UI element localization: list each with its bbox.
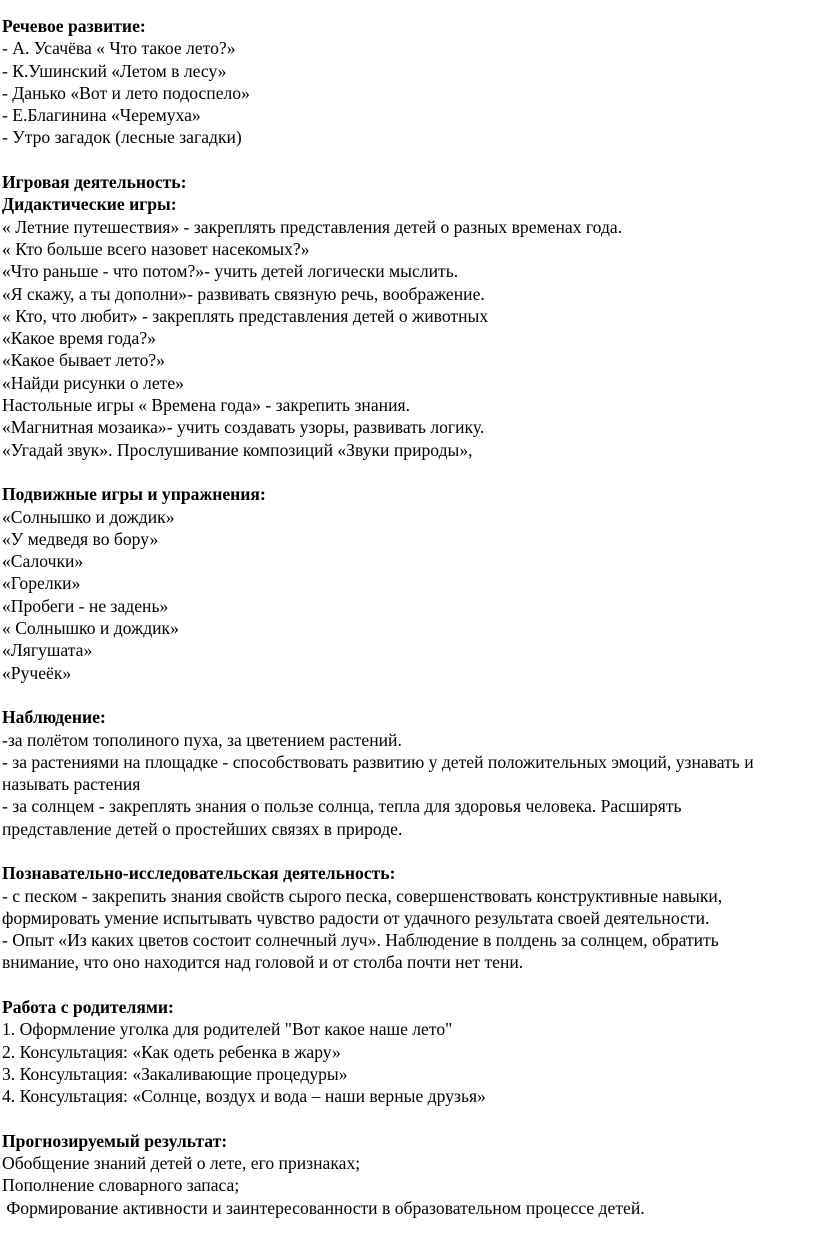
section-parents-work: [2, 996, 812, 1107]
list-item: 4. Консультация: «Солнце, воздух и вода – наши верные друзья»: [2, 1086, 486, 1107]
section-research-activity: [2, 862, 812, 973]
list-item: «Салочки»: [2, 551, 84, 572]
list-item: - А. Усачёва « Что такое лето?»: [2, 38, 236, 59]
list-item: называть растения: [2, 774, 141, 795]
list-item: «Солнышко и дождик»: [2, 506, 175, 527]
list-item: «У медведя во бору»: [2, 528, 159, 549]
list-item: 3. Консультация: «Закаливающие процедуры»: [2, 1063, 348, 1084]
list-item: «Пробеги - не задень»: [2, 595, 169, 616]
list-item: Обобщение знаний детей о лете, его признаках;: [2, 1153, 361, 1174]
list-item: «Какое бывает лето?»: [2, 350, 165, 371]
list-item: - Опыт «Из каких цветов состоит солнечный луч». Наблюдение в полдень за солнцем, обратить: [2, 930, 719, 951]
list-item: «Что раньше - что потом?»- учить детей логически мыслить.: [2, 261, 459, 282]
section-speech-development: [2, 15, 812, 149]
list-item: «Ручеёк»: [2, 662, 72, 683]
list-item: формировать умение испытывать чувство радости от удачного результата своей деятельности.: [2, 907, 710, 928]
list-item: «Какое время года?»: [2, 328, 156, 349]
list-item: представление детей о простейших связях в природе.: [2, 818, 403, 839]
document-page: [2, 15, 812, 1241]
list-item: - за солнцем - закреплять знания о пользе солнца, тепла для здоровья человека. Расширять: [2, 796, 682, 817]
section-subheading: Дидактические игры:: [2, 194, 177, 215]
section-expected-result: [2, 1130, 812, 1219]
section-heading: Игровая деятельность:: [2, 172, 187, 193]
list-item: -за полётом тополиного пуха, за цветением растений.: [2, 729, 402, 750]
list-item: «Угадай звук». Прослушивание композиций «Звуки природы»,: [2, 439, 473, 460]
list-item: внимание, что оно находится над головой и от столба почти нет тени.: [2, 952, 524, 973]
list-item: 1. Оформление уголка для родителей "Вот какое наше лето": [2, 1019, 453, 1040]
list-item: «Магнитная мозаика»- учить создавать узоры, развивать логику.: [2, 417, 485, 438]
section-heading: Подвижные игры и упражнения:: [2, 484, 266, 505]
list-item: - Данько «Вот и лето подоспело»: [2, 82, 250, 103]
list-item: - Утро загадок (лесные загадки): [2, 127, 242, 148]
list-item: «Горелки»: [2, 573, 81, 594]
list-item: « Кто больше всего назовет насекомых?»: [2, 238, 310, 259]
list-item: «Я скажу, а ты дополни»- развивать связную речь, воображение.: [2, 283, 485, 304]
section-heading: Познавательно-исследовательская деятельность:: [2, 863, 396, 884]
list-item: 2. Консультация: «Как одеть ребенка в жару»: [2, 1041, 341, 1062]
section-heading: Наблюдение:: [2, 707, 106, 728]
section-outdoor-games: [2, 483, 812, 684]
section-heading: Работа с родителями:: [2, 997, 174, 1018]
list-item: Настольные игры « Времена года» - закрепить знания.: [2, 395, 410, 416]
section-heading: Прогнозируемый результат:: [2, 1130, 228, 1151]
list-item: - К.Ушинский «Летом в лесу»: [2, 60, 227, 81]
list-item: - Е.Благинина «Черемуха»: [2, 105, 201, 126]
section-heading: Речевое развитие:: [2, 16, 146, 36]
list-item: - с песком - закрепить знания свойств сырого песка, совершенствовать конструктивные навыки,: [2, 885, 723, 906]
list-item: Пополнение словарного запаса;: [2, 1175, 240, 1196]
section-play-activity: [2, 171, 812, 461]
list-item: « Летние путешествия» - закреплять представления детей о разных временах года.: [2, 216, 623, 237]
list-item: «Найди рисунки о лете»: [2, 372, 184, 393]
list-item: «Лягушата»: [2, 640, 93, 661]
list-item: Формирование активности и заинтересованности в образовательном процессе детей.: [2, 1197, 645, 1218]
section-observation: [2, 706, 812, 840]
list-item: « Солнышко и дождик»: [2, 618, 179, 639]
list-item: - за растениями на площадке - способствовать развитию у детей положительных эмоций, узнавать и: [2, 751, 754, 772]
list-item: « Кто, что любит» - закреплять представления детей о животных: [2, 305, 489, 326]
